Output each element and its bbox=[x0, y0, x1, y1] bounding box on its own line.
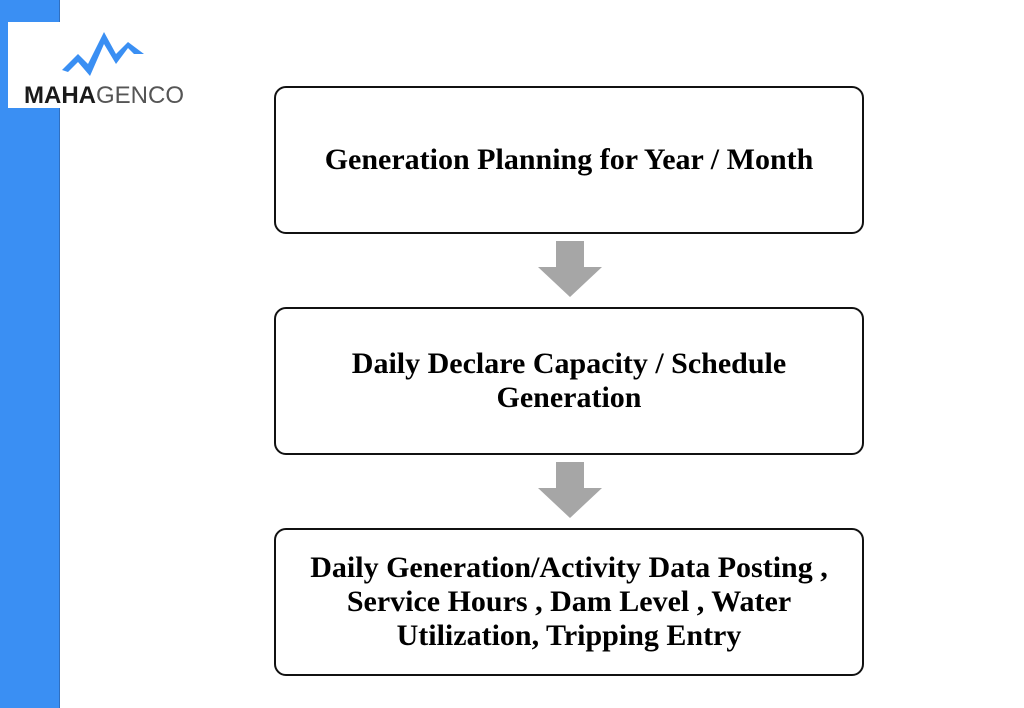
company-logo bbox=[8, 22, 194, 108]
flow-step-declare-capacity bbox=[274, 307, 864, 455]
logo-wordmark bbox=[24, 82, 184, 110]
logo-text-maha: MAHA bbox=[24, 82, 96, 109]
flow-step-generation-planning bbox=[274, 86, 864, 234]
down-arrow-icon bbox=[536, 462, 604, 520]
logo-text-genco: GENCO bbox=[96, 82, 185, 109]
down-arrow-icon bbox=[536, 241, 604, 299]
flow-step-data-posting bbox=[274, 528, 864, 676]
mountain-peaks-icon bbox=[58, 24, 148, 80]
flow-step-label: Daily Declare Capacity / Schedule Generation bbox=[351, 347, 787, 414]
flow-step-label: Generation Planning for Year / Month bbox=[324, 143, 814, 176]
flow-step-label: Daily Generation/Activity Data Posting , Service Hours , Dam Level , Water Utilization, Tripping Entry bbox=[310, 551, 828, 652]
